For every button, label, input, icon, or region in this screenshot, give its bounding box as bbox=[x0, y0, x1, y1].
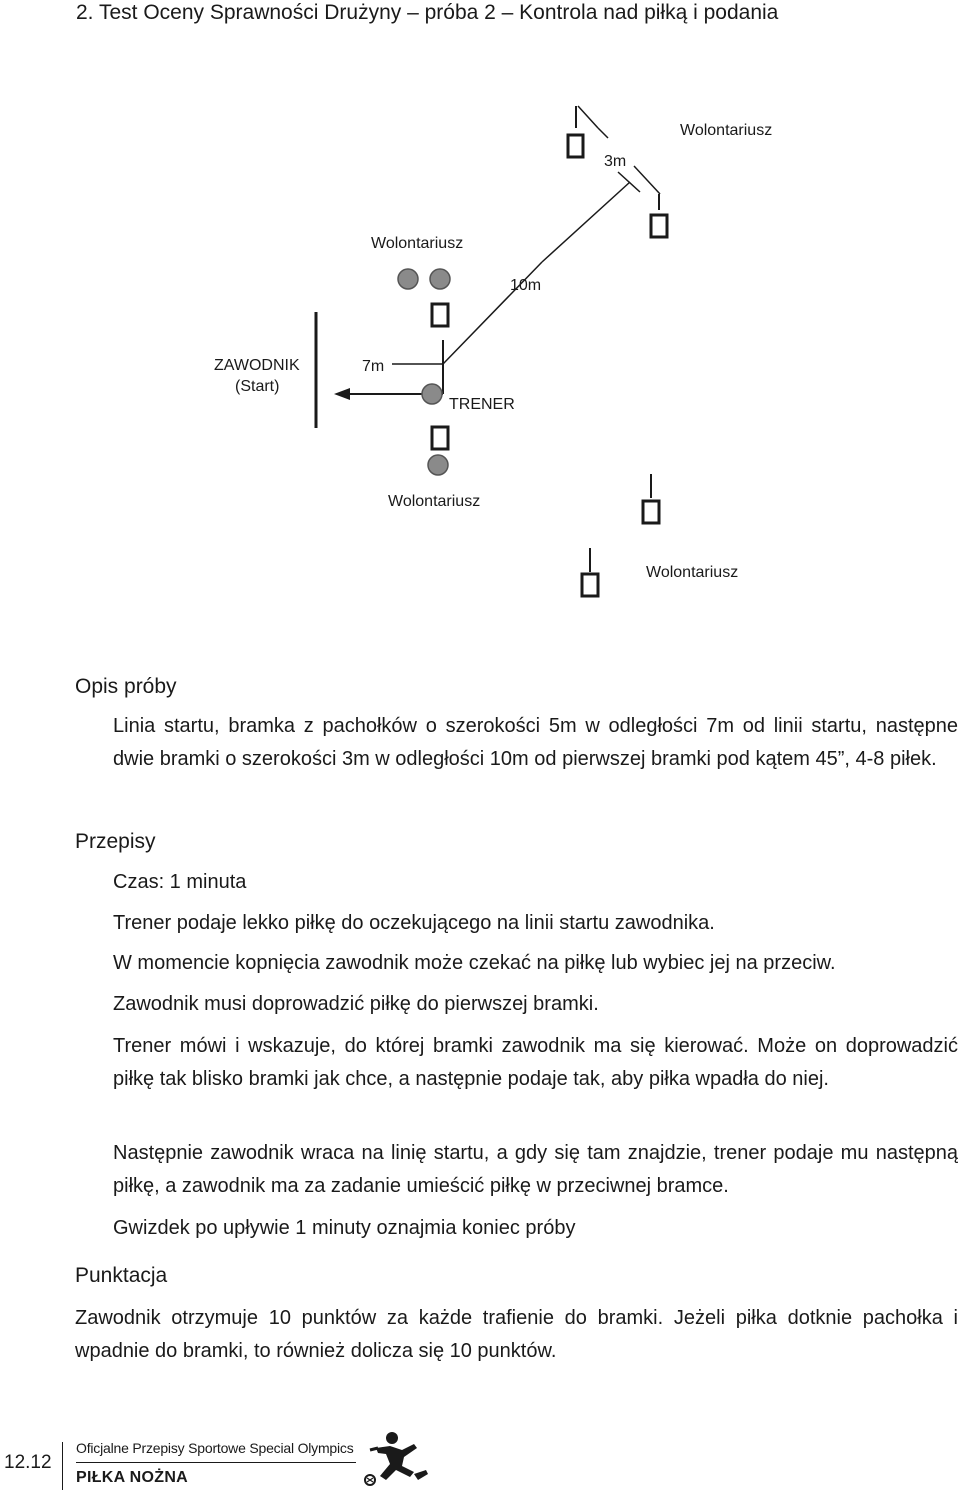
rule-item: Trener podaje lekko piłkę do oczekującego na linii startu zawodnika. bbox=[113, 912, 715, 934]
rule-item: Następnie zawodnik wraca na linię startu, a gdy się tam znajdzie, trener podaje mu następną piłkę, a zawodnik ma za zadanie umieścić piłkę w przeciwnej bramce. bbox=[113, 1142, 958, 1197]
ball-marker bbox=[430, 269, 450, 289]
volunteer-label: Wolontariusz bbox=[680, 122, 773, 139]
cone-marker bbox=[568, 135, 583, 157]
distance-label: 7m bbox=[362, 358, 385, 375]
coach-marker bbox=[422, 384, 442, 404]
rule-item: Trener mówi i wskazuje, do której bramki zawodnik ma się kierować. Może on doprowadzić piłkę tak blisko bramki jak chce, a następnie podaje tak, aby piłka wpadła do niej. bbox=[113, 1035, 958, 1090]
coach-label: TRENER bbox=[449, 396, 515, 413]
footer-divider bbox=[62, 1442, 63, 1490]
cone-marker bbox=[432, 304, 448, 326]
rule-item: W momencie kopnięcia zawodnik może czekać na piłkę lub wybiec jej na przeciw. bbox=[113, 952, 836, 974]
athlete-label: ZAWODNIK bbox=[214, 357, 300, 374]
volunteer-label: Wolontariusz bbox=[371, 235, 464, 252]
description-text: Linia startu, bramka z pachołków o szerokości 5m w odległości 7m od linii startu, następne dwie bramki o szerokości 3m w odległości 10m od pierwszej bramki pod kątem 45”, 4-8 piłek. bbox=[113, 715, 958, 770]
dimension-3m-line bbox=[578, 106, 598, 128]
footer-sport: PIŁKA NOŻNA bbox=[76, 1469, 189, 1486]
ball-marker bbox=[428, 455, 448, 475]
cone-marker bbox=[643, 501, 659, 523]
distance-label: 3m bbox=[604, 153, 627, 170]
footer-organization: Oficjalne Przepisy Sportowe Special Olympics bbox=[76, 1440, 354, 1456]
cone-marker bbox=[432, 427, 448, 449]
scoring-text: Zawodnik otrzymuje 10 punktów za każde trafienie do bramki. Jeżeli piłka dotknie pachołka i wpadnie do bramki, to również dolicza się 10 punktów. bbox=[75, 1307, 958, 1362]
page-title: 2. Test Oceny Sprawności Drużyny – próba 2 – Kontrola nad piłką i podania bbox=[76, 1, 779, 24]
rule-item: Gwizdek po upływie 1 minuty oznajmia koniec próby bbox=[113, 1217, 576, 1239]
distance-label: 10m bbox=[510, 277, 542, 294]
rule-item: Zawodnik musi doprowadzić piłkę do pierwszej bramki. bbox=[113, 993, 599, 1015]
section-heading: Punktacja bbox=[75, 1264, 168, 1287]
cone-marker bbox=[582, 574, 598, 596]
soccer-player-icon bbox=[362, 1430, 434, 1488]
athlete-start-label: (Start) bbox=[235, 378, 280, 395]
volunteer-label: Wolontariusz bbox=[388, 493, 481, 510]
arrow-head-icon bbox=[334, 388, 350, 400]
ball-marker bbox=[398, 269, 418, 289]
section-heading: Przepisy bbox=[75, 830, 156, 853]
rule-item: Czas: 1 minuta bbox=[113, 871, 247, 893]
drill-diagram bbox=[0, 80, 960, 620]
footer-rule bbox=[76, 1462, 356, 1463]
cone-marker bbox=[651, 215, 667, 237]
section-heading: Opis próby bbox=[75, 675, 177, 698]
page-number: 12.12 bbox=[4, 1452, 52, 1473]
volunteer-label: Wolontariusz bbox=[646, 564, 739, 581]
